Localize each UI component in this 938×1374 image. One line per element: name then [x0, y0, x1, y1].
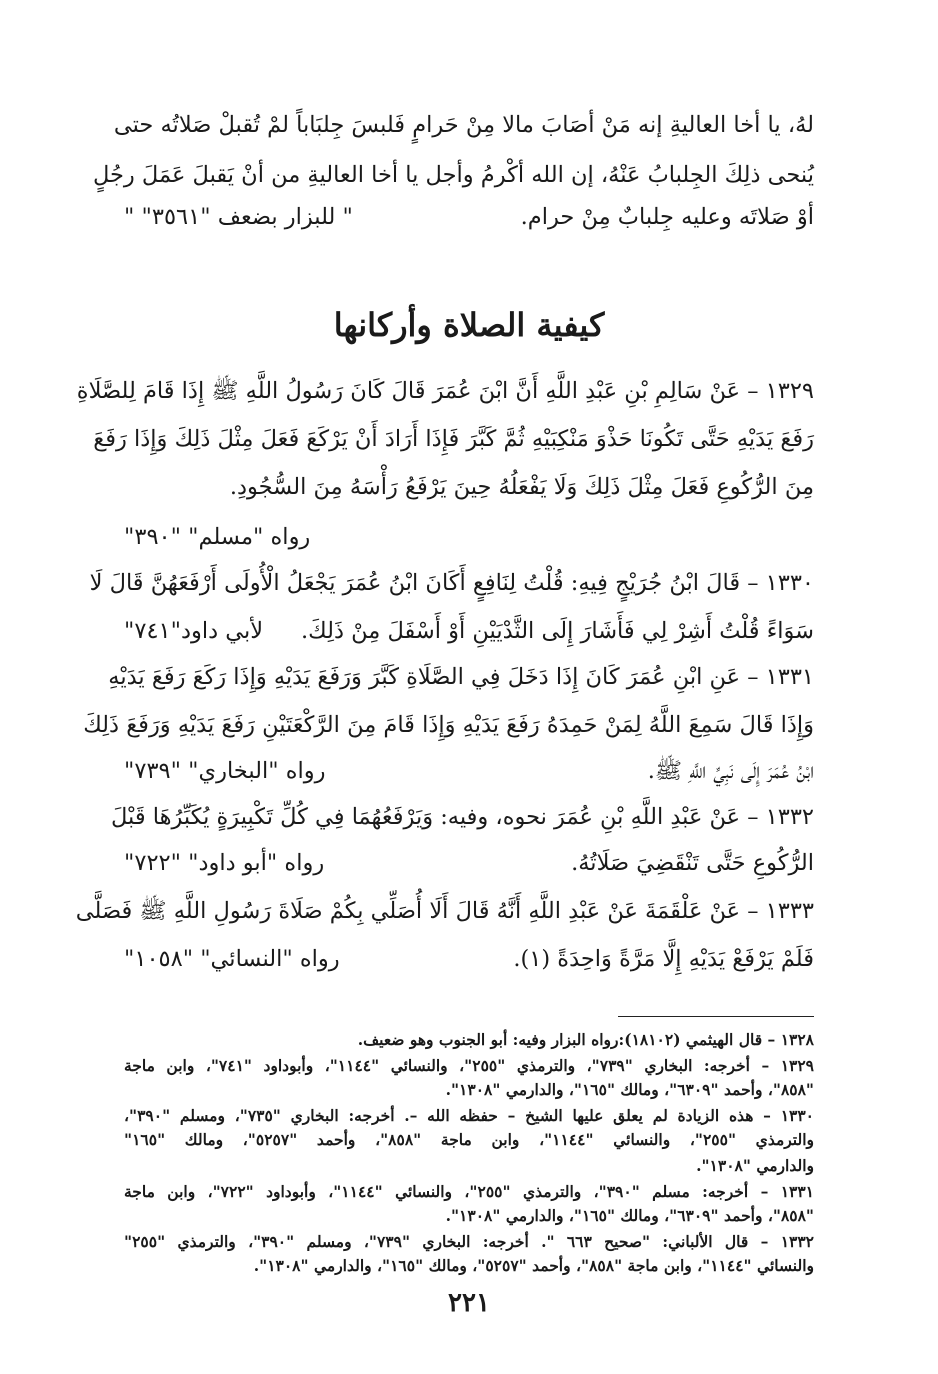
hadith-1330-text-2: سَوَاءً قُلْتُ أَشِرْ لِي فَأَشَارَ إِلَى الثَّدْيَيْنِ أَوْ أَسْفَلَ مِنْ ذَلِكَ. [301, 618, 814, 644]
hadith-1333-line-1 [75, 890, 814, 932]
hadith-1330-line-1 [89, 562, 814, 604]
hadith-1332-line-2 [124, 842, 814, 884]
intro-line-1 [113, 104, 814, 146]
hadith-1333-text-2: فَلَمْ يَرْفَعْ يَدَيْهِ إِلَّا مَرَّةً وَاحِدَةً (١). [513, 946, 814, 972]
hadith-1330-line-2 [124, 610, 814, 652]
hadith-1329-line-2 [93, 418, 814, 460]
hadith-1331-line-2 [83, 704, 814, 746]
footnote-1331-line-1: ١٣٣١ – أخرجه: مسلم "٣٩٠"، والترمذي "٢٥٥"، والنسائي "١١٤٤"، وأبوداود "٧٢٢"، وابن ماجة [124, 1182, 815, 1201]
hadith-1329-source: رواه "مسلم" "٣٩٠" [124, 524, 311, 550]
hadith-1331-text-3: ابْنُ عُمَرَ إِلَى نَبِيِّ اللَّهِ ﷺ. [647, 758, 814, 784]
page-number: ٢٢١ [448, 1288, 490, 1318]
footnote-1328: ١٣٢٨ – قال الهيثمي (١٨١٠٢):رواه البزار وفيه: أبو الجنوب وهو ضعيف. [357, 1030, 814, 1049]
intro-text-2: يُنحى ذلِكَ الجِلبابُ عَنْهُ، إن الله أكْرمُ وأجل يا أخا العاليةِ من أنْ يَقبلَ عَمَلَ رجُلٍ [92, 162, 814, 188]
chapter-heading: كيفية الصلاة وأركانها [333, 306, 605, 344]
hadith-1331-line-1 [108, 656, 814, 698]
hadith-1333-source: رواه "النسائي" "١٠٥٨" [124, 946, 340, 972]
intro-source: " للبزار بضعف "٣٥٦١" " [124, 204, 353, 230]
footnote-1332-line-1: ١٣٣٢ – قال الألباني: "صحيح ٦٦٣ ". أخرجه: البخاري "٧٣٩"، ومسلم "٣٩٠"، والترمذي "٢٥٥" [124, 1232, 814, 1251]
intro-line-3 [124, 196, 814, 238]
footnote-1330-line-1: ١٣٣٠ – هذه الزيادة لم يعلق عليها الشيخ – حفظه الله –. أخرجه: البخاري "٧٣٥"، ومسلم "٣٩٠"، [124, 1106, 814, 1125]
hadith-1333-text-1: ١٣٣٣ – عَنْ عَلْقَمَةَ عَنْ عَبْدِ اللَّهِ أَنَّهُ قَالَ أَلَا أُصَلِّي بِكُمْ صَلَاةَ رَسُولِ اللَّهِ ﷺ فَصَلَّى [75, 898, 814, 924]
hadith-1329-text-3: مِنَ الرُّكُوعِ فَعَلَ مِثْلَ ذَلِكَ وَلَا يَفْعَلُهُ حِينَ يَرْفَعُ رَأْسَهُ مِنَ السُّجُودِ. [229, 474, 814, 500]
footnote-1329-line-1: ١٣٢٩ – أخرجه: البخاري "٧٣٩"، والترمذي "٢٥٥"، والنسائي "١١٤٤"، وأبوداود "٧٤١"، وابن ماجة [124, 1056, 815, 1075]
hadith-1331-line-3 [124, 750, 814, 792]
hadith-1332-line-1 [111, 796, 814, 838]
hadith-1329-line-3 [124, 466, 814, 508]
hadith-1332-source: رواه "أبو داود" "٧٢٢" [124, 850, 325, 876]
hadith-1331-text-2: وَإِذَا قَالَ سَمِعَ اللَّهُ لِمَنْ حَمِدَهُ رَفَعَ يَدَيْهِ وَإِذَا قَامَ مِنَ الرَّكْعَتَيْنِ رَفَعَ يَدَيْهِ وَرَفَعَ ذَلِكَ [83, 712, 814, 738]
footnote-separator [618, 1016, 814, 1017]
intro-text-1: لهُ، يا أخا العاليةِ إنه مَنْ أصَابَ مالا مِنْ حَرامٍ فَلبسَ جِلبَاباً لمْ تُقبلْ صَلاتُه حتى [113, 112, 814, 138]
footnote-1330-line-2: والترمذي "٢٥٥"، والنسائي "١١٤٤"، وابن ماجة "٨٥٨"، وأحمد "٥٢٥٧"، ومالك "١٦٥" [124, 1130, 815, 1149]
hadith-1330-text-1: ١٣٣٠ – قَالَ ابْنُ جُرَيْجٍ فِيهِ: قُلْتُ لِنَافِعٍ أَكَانَ ابْنُ عُمَرَ يَجْعَلُ الْأُولَى أَرْفَعَهُنَّ قَالَ لَا [89, 570, 814, 596]
hadith-1329-text-2: رَفَعَ يَدَيْهِ حَتَّى تَكُونَا حَذْوَ مَنْكِبَيْهِ ثُمَّ كَبَّرَ فَإِذَا أَرَادَ أَنْ يَرْكَعَ فَعَلَ مِثْلَ ذَلِكَ وَإِذَا رَفَعَ [93, 426, 814, 452]
hadith-1329-text-1: ١٣٢٩ – عَنْ سَالِمِ بْنِ عَبْدِ اللَّهِ أَنَّ ابْنَ عُمَرَ قَالَ كَانَ رَسُولُ اللَّهِ ﷺ إِذَا قَامَ لِلصَّلَاةِ [76, 378, 814, 404]
hadith-1329-source-line [124, 516, 814, 558]
hadith-1330-source: لأبي داود"٧٤١" [124, 618, 264, 644]
hadith-1332-text-1: ١٣٣٢ – عَنْ عَبْدِ اللَّهِ بْنِ عُمَرَ نحوه، وفيه: وَيَرْفَعُهُمَا فِي كُلِّ تَكْبِيرَةٍ يُكَبِّرُهَا قَبْلَ [111, 804, 814, 830]
intro-text-3: أوْ صَلاتَه وعليه جِلبابٌ مِنْ حرام. [520, 204, 814, 230]
hadith-1329-line-1 [76, 370, 814, 412]
hadith-1331-text-1: ١٣٣١ – عَنِ ابْنِ عُمَرَ كَانَ إِذَا دَخَلَ فِي الصَّلَاةِ كَبَّرَ وَرَفَعَ يَدَيْهِ وَإِذَا رَكَعَ رَفَعَ يَدَيْهِ [108, 664, 814, 690]
footnote-1332-line-2: والنسائي "١١٤٤"، وابن ماجة "٨٥٨"، وأحمد "٥٢٥٧"، ومالك "١٦٥"، والدارمي "١٣٠٨". [253, 1256, 814, 1275]
footnote-1329-line-2: "٨٥٨"، وأحمد "٦٣٠٩"، ومالك "١٦٥"، والدارمي "١٣٠٨". [445, 1080, 814, 1099]
footnote-1331-line-2: "٨٥٨"، وأحمد "٦٣٠٩"، ومالك "١٦٥"، والدارمي "١٣٠٨". [445, 1206, 814, 1225]
footnote-1330-line-3: والدارمي "١٣٠٨". [696, 1156, 814, 1175]
hadith-1331-source: رواه "البخاري" "٧٣٩" [124, 758, 326, 784]
hadith-1332-text-2: الرُّكُوعِ حَتَّى تَنْقَضِيَ صَلَاتُهُ. [571, 850, 814, 876]
intro-line-2 [92, 154, 814, 196]
hadith-1333-line-2 [124, 938, 814, 980]
